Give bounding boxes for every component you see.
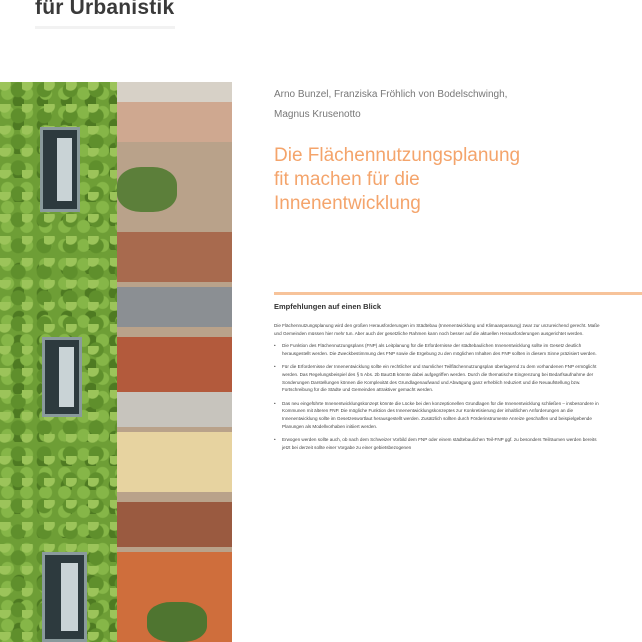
body-text <box>274 322 604 457</box>
header-divider <box>35 26 175 29</box>
window-image <box>42 337 82 417</box>
document-title <box>274 144 604 216</box>
title-line: Die Flächennutzungsplanung <box>274 145 521 166</box>
window-image <box>42 552 87 642</box>
rooftop <box>117 432 232 492</box>
bullet-item: • Für die Erfordernisse der Innenentwicklung sollte ein rechtlicher und räumlicher Teilflächennutzungsplan überlagernd zu dem vorhandenen FNP ermöglicht werden. Das Regelungsbeispiel des § 5 Abs. 2b BauGB könnte dabei aufgegriffen werden. Durch die thematische Eingrenzung bei Bedarfsaufnahme der Sonderungen Darstellungen können die Komplexität des Grundlagenaufwand und Abwägung ganz erheblich reduziert und die Neuaufstellung bzw. Fortschreibung für die Städte und Gemeinden attraktiver gemacht werden. <box>274 363 604 393</box>
title-line: Innenentwicklung <box>274 193 421 214</box>
bullet-item: • Das neu eingeführte Innenentwicklungskonzept könnte die Lücke bei den konzeptionellen Grundlagen für die Innenentwicklung schließen – insbesondere in Kommunen mit älteren FNP. Die mögliche Funktion des Innenentwicklungskonzeptes zur Konkretisierung der inhaltlichen Anforderungen an die Innenentwicklung sollte im Gesetzeswortlaut herausgestellt werden. Zusätzlich sollten durch Förderinstrumente Anreize geschaffen und beispielgebende Planungen als Modellvorhaben initiiert werden. <box>274 400 604 430</box>
rooftop <box>117 232 232 282</box>
rooftop <box>117 392 232 427</box>
author-line: Arno Bunzel, Franziska Fröhlich von Bodelschwingh, <box>274 89 508 100</box>
window-image <box>40 127 80 212</box>
rooftop <box>117 502 232 547</box>
bullet-item: • Erwogen werden sollte auch, ob nach dem Schweizer Vorbild dem FNP oder einem städtebaulichen Teil-FNP ggf. zu besonders Teilräumen werden bereits jetzt bei derzeit sollte einer Vorgabe zu einer gebietsbezogenen <box>274 436 604 451</box>
tree <box>117 167 177 212</box>
intro-paragraph: Die Flächennutzungsplanung wird den großen Herausforderungen im Städtebau (Innenentwicklung und Klimaanpassung) zwar zur unzureichend gerecht. Maße und Gemeinden müssen hier mehr tun. Aber auch der gesetzliche Rahmen kann noch besser auf die aktuellen Herausforderungen ausgerichtet werden. <box>274 323 600 336</box>
ivy-wall-image <box>0 82 117 642</box>
publisher-brand: für Urbanistik <box>35 0 175 19</box>
author-line: Magnus Krusenotto <box>274 109 361 120</box>
section-heading: Empfehlungen auf einen Blick <box>274 302 382 311</box>
section-divider <box>274 292 642 295</box>
rooftop <box>117 102 232 142</box>
cover-photo <box>0 82 232 642</box>
rooftop <box>117 337 232 392</box>
tree <box>147 602 207 642</box>
rooftop <box>117 287 232 327</box>
author-list <box>274 85 604 125</box>
city-rooftops-image <box>117 82 232 642</box>
bullet-item: • Die Funktion des Flächennutzungsplans (FNP) als Leitplanung für die Erfordernisse der städtebaulichen Innenentwicklung sollte im Gesetz deutlich herausgestellt werden. Die Zweckbestimmung des FNP sowie die Ergebung zu den möglichen Inhalten des FNP sollten in diesem Sinne präzisiert werden. <box>274 342 604 357</box>
title-line: fit machen für die <box>274 169 420 190</box>
